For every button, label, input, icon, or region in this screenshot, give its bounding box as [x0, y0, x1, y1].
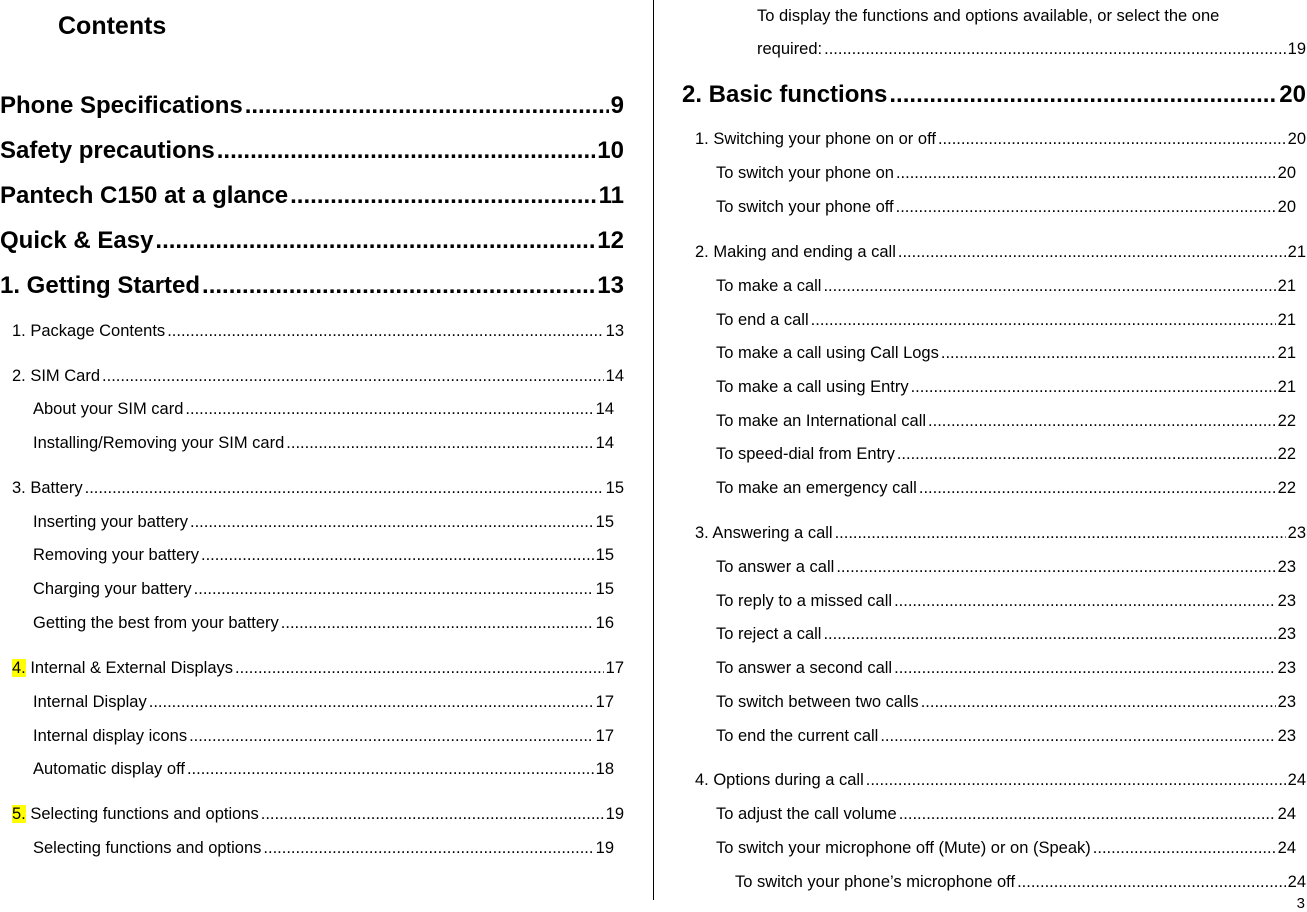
toc-subsection[interactable]	[716, 558, 1296, 577]
toc-page: 15	[595, 580, 614, 598]
toc-page: 23	[1277, 727, 1296, 745]
toc-page: 24	[1277, 839, 1296, 857]
toc-subsection[interactable]	[757, 40, 1306, 59]
toc-label: Installing/Removing your SIM card	[33, 434, 285, 452]
toc-subsection[interactable]	[33, 614, 614, 633]
column-divider	[653, 0, 654, 900]
toc-page: 15	[595, 546, 614, 564]
toc-label: To end a call	[716, 311, 809, 329]
toc-label: To adjust the call volume	[716, 805, 897, 823]
toc-subsection[interactable]	[33, 580, 614, 599]
toc-page: 19	[1287, 40, 1306, 58]
toc-label: To switch between two calls	[716, 693, 919, 711]
toc-page: 9	[610, 92, 624, 119]
toc-page: 15	[595, 513, 614, 531]
toc-page: 21	[1277, 378, 1296, 396]
toc-page: 24	[1277, 805, 1296, 823]
toc-section[interactable]	[695, 243, 1306, 262]
highlight-mark: 4.	[12, 659, 26, 677]
toc-page: 19	[595, 839, 614, 857]
toc-section[interactable]	[12, 659, 624, 678]
toc-page: 24	[1287, 873, 1306, 891]
toc-page: 20	[1277, 164, 1296, 182]
toc-label: 2. Basic functions	[682, 81, 888, 108]
toc-page: 19	[605, 805, 624, 823]
toc-label: 1. Getting Started	[0, 272, 201, 299]
toc-subsection[interactable]	[716, 378, 1296, 397]
toc-subsection[interactable]	[33, 546, 614, 565]
toc-label: To make a call using Entry	[716, 378, 909, 396]
toc-label: Removing your battery	[33, 546, 199, 564]
toc-label: Quick & Easy	[0, 227, 154, 254]
toc-page: 17	[595, 693, 614, 711]
toc-label: To make an emergency call	[716, 479, 917, 497]
toc-chapter[interactable]	[0, 182, 624, 210]
toc-page: 23	[1277, 693, 1296, 711]
toc-subsection[interactable]	[716, 412, 1296, 431]
toc-subsection[interactable]	[33, 434, 614, 453]
toc-label: 1. Package Contents	[12, 322, 166, 340]
toc-subsection[interactable]	[716, 445, 1296, 464]
toc-page: 14	[595, 434, 614, 452]
toc-subsection[interactable]	[33, 400, 614, 419]
page-number: 3	[1296, 895, 1305, 912]
toc-label: Safety precautions	[0, 137, 215, 164]
toc-section[interactable]	[695, 524, 1306, 543]
toc-label: To switch your phone’s microphone off	[735, 873, 1016, 891]
highlight-mark: 5.	[12, 805, 26, 823]
toc-page: 20	[1279, 81, 1306, 108]
toc-page: 13	[597, 272, 624, 299]
toc-page: 20	[1287, 130, 1306, 148]
toc-label: About your SIM card	[33, 400, 184, 418]
toc-page: 13	[605, 322, 624, 340]
toc-label: To end the current call	[716, 727, 879, 745]
toc-label: To switch your phone off	[716, 198, 894, 216]
toc-page: 14	[605, 367, 624, 385]
toc-page: 22	[1277, 479, 1296, 497]
toc-subsection[interactable]	[716, 164, 1296, 183]
toc-page: 23	[1287, 524, 1306, 542]
toc-label: To make a call	[716, 277, 822, 295]
toc-label: To switch your microphone off (Mute) or on (Speak)	[716, 839, 1091, 857]
toc-label: required:	[757, 40, 823, 58]
toc-label: To speed-dial from Entry	[716, 445, 895, 463]
toc-page: 17	[605, 659, 624, 677]
toc-page: 21	[1287, 243, 1306, 261]
toc-label: To answer a second call	[716, 659, 893, 677]
toc-page: 23	[1277, 659, 1296, 677]
toc-label: 2. SIM Card	[12, 367, 101, 385]
toc-label: To switch your phone on	[716, 164, 894, 182]
toc-continued-text: To display the functions and options available, or select the one	[757, 7, 1220, 25]
toc-subsection[interactable]	[33, 760, 614, 779]
toc-subsection[interactable]	[33, 727, 614, 746]
toc-section[interactable]	[695, 130, 1306, 149]
toc-chapter[interactable]	[682, 81, 1306, 109]
toc-subsection[interactable]	[33, 693, 614, 712]
toc-label: Selecting functions and options	[25, 805, 259, 823]
toc-subsection[interactable]	[716, 839, 1296, 858]
toc-page: 21	[1277, 311, 1296, 329]
toc-chapter[interactable]	[0, 272, 624, 300]
toc-page: 20	[1277, 198, 1296, 216]
toc-label: Internal & External Displays	[25, 659, 234, 677]
toc-subsection[interactable]	[716, 805, 1296, 824]
toc-page: 23	[1277, 592, 1296, 610]
toc-subsection[interactable]	[716, 727, 1296, 746]
toc-chapter[interactable]	[0, 92, 624, 120]
toc-subsection[interactable]	[716, 311, 1296, 330]
toc-subsection[interactable]	[716, 625, 1296, 644]
toc-label: To reply to a missed call	[716, 592, 893, 610]
toc-label: 3. Battery	[12, 479, 83, 497]
toc-subsection[interactable]	[716, 479, 1296, 498]
toc-subsection[interactable]	[716, 693, 1296, 712]
toc-label: Charging your battery	[33, 580, 192, 598]
toc-chapter[interactable]	[0, 227, 624, 255]
toc-subsection[interactable]	[716, 659, 1296, 678]
toc-subsection[interactable]	[716, 592, 1296, 611]
toc-page: 23	[1277, 625, 1296, 643]
toc-label: 2. Making and ending a call	[695, 243, 896, 261]
toc-page: 18	[595, 760, 614, 778]
toc-label: 3. Answering a call	[695, 524, 833, 542]
toc-page: 21	[1277, 344, 1296, 362]
toc-page: 10	[597, 137, 624, 164]
toc-subsection[interactable]	[33, 513, 614, 532]
toc-subsection[interactable]	[716, 344, 1296, 363]
toc-label: Phone Specifications	[0, 92, 243, 119]
toc-label: Selecting functions and options	[33, 839, 262, 857]
toc-subsection[interactable]	[735, 873, 1306, 892]
toc-label: Inserting your battery	[33, 513, 188, 531]
toc-label: 1. Switching your phone on or off	[695, 130, 936, 148]
toc-label: Automatic display off	[33, 760, 185, 778]
toc-subsection[interactable]	[33, 839, 614, 858]
toc-page: 12	[597, 227, 624, 254]
toc-label: To answer a call	[716, 558, 835, 576]
toc-label: 4. Options during a call	[695, 771, 864, 789]
page-title: Contents	[58, 12, 167, 40]
toc-label: To make a call using Call Logs	[716, 344, 939, 362]
toc-page: 23	[1277, 558, 1296, 576]
toc-page: 21	[1277, 277, 1296, 295]
toc-page: 11	[598, 182, 624, 209]
toc-page: 16	[595, 614, 614, 632]
toc-label: To reject a call	[716, 625, 822, 643]
toc-label: Getting the best from your battery	[33, 614, 279, 632]
toc-subsection[interactable]	[716, 198, 1296, 217]
toc-label: Pantech C150 at a glance	[0, 182, 289, 209]
toc-page: 24	[1287, 771, 1306, 789]
toc-section[interactable]	[12, 805, 624, 824]
toc-section[interactable]	[12, 322, 624, 341]
toc-page: 14	[595, 400, 614, 418]
toc-page: 17	[595, 727, 614, 745]
toc-page: 15	[605, 479, 624, 497]
toc-section[interactable]	[695, 771, 1306, 790]
toc-page: 22	[1277, 412, 1296, 430]
toc-label: Internal display icons	[33, 727, 188, 745]
toc-chapter[interactable]	[0, 137, 624, 165]
toc-label: To make an International call	[716, 412, 927, 430]
toc-section[interactable]	[12, 479, 624, 498]
toc-page: 22	[1277, 445, 1296, 463]
toc-subsection[interactable]	[716, 277, 1296, 296]
toc-label: Internal Display	[33, 693, 147, 711]
toc-section[interactable]	[12, 367, 624, 386]
